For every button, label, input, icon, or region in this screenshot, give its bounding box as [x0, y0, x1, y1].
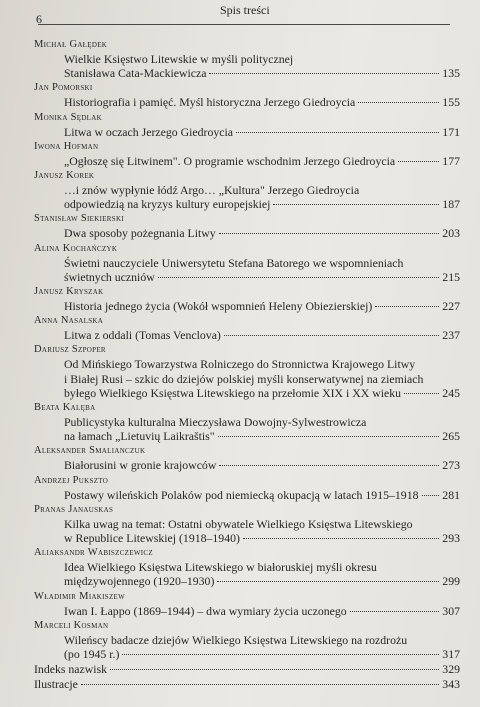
entry-title-text: Dwa sposoby pożegnania Litwy [64, 226, 216, 241]
entry-title-line [34, 386, 460, 400]
index-entry-label: Indeks nazwisk [34, 662, 108, 677]
entry-author: Anna Nasalska [34, 315, 104, 327]
toc-entry [34, 314, 460, 342]
entry-author: Dariusz Szpoper [34, 344, 106, 356]
entry-title-text: świetnych uczniów [64, 269, 155, 284]
dot-leader [110, 669, 439, 670]
dot-leader [350, 611, 440, 612]
entry-title-line [34, 429, 460, 443]
dot-leader [217, 581, 439, 582]
entry-page-number: 307 [442, 603, 460, 618]
entry-page-number: 215 [442, 269, 460, 284]
dot-leader [398, 161, 439, 162]
entry-title-line: Świetni nauczyciele Uniwersytetu Stefana Batorego we wspomnieniach [64, 255, 404, 270]
entry-title-text: na łamach „Lietuvių Laikraštis" [64, 429, 215, 444]
entry-page-number: 245 [442, 385, 460, 400]
toc-entry [34, 285, 460, 313]
entry-title-line [34, 488, 460, 502]
toc-entry [34, 212, 460, 240]
entry-page-number: 203 [442, 226, 460, 241]
toc-entry [34, 140, 460, 168]
dot-leader [404, 393, 439, 394]
page-header [30, 0, 450, 24]
entry-author: Beata Kalęba [34, 402, 96, 414]
entry-title-text: Stanisława Cata-Mackiewicza [64, 66, 207, 81]
dot-leader [219, 233, 440, 234]
entry-author: Jan Pomorski [34, 82, 93, 94]
entry-author: Alina Kochańczyk [34, 242, 118, 254]
dot-leader [81, 684, 439, 685]
entry-author: Janusz Korek [34, 170, 95, 182]
entry-title-line [34, 270, 460, 284]
entry-author: Aleksander Smalianczuk [34, 445, 146, 457]
toc-entry [34, 169, 460, 211]
entry-author: Iwona Hofman [34, 140, 99, 152]
entry-title-text: byłego Wielkiego Księstwa Litewskiego na przełomie XIX i XX wieku [64, 385, 402, 400]
entry-title-line [34, 328, 460, 342]
index-entry [34, 662, 460, 677]
entry-author: Monika Sędlak [34, 111, 102, 123]
entry-title-line [34, 604, 460, 618]
entry-title-line [34, 531, 460, 545]
entry-title-text: Historiografia i pamięć. Myśl historyczna Jerzego Giedroycia [64, 95, 356, 110]
entry-title-line [34, 647, 460, 661]
dot-leader [243, 538, 439, 539]
entry-page-number: 135 [442, 66, 460, 81]
entry-title-line [34, 226, 460, 240]
entry-author: Marceli Kosman [34, 619, 109, 631]
entry-title-text: „Ogłoszę się Litwinem". O programie wschodnim Jerzego Giedroycia [64, 153, 396, 168]
entry-title-text: Historia jednego życia (Wokół wspomnień Heleny Obiezierskiej) [64, 299, 373, 314]
entry-author: Stanisław Siekierski [34, 213, 124, 225]
entry-author: Michał Gałędek [34, 39, 108, 50]
table-of-contents [34, 38, 460, 691]
entry-title-line: Publicystyka kulturalna Mieczysława Dowojny-Sylwestrowicza [64, 415, 367, 430]
toc-entry [34, 343, 460, 400]
dot-leader [422, 495, 440, 496]
entry-title-text: odpowiedzią na kryzys kultury europejskiej [64, 197, 271, 212]
entry-title-line: Wileńscy badacze dziejów Wielkiego Księstwa Litewskiego na rozdrożu [64, 632, 408, 647]
page-number: 6 [36, 12, 42, 26]
entry-page-number: 227 [442, 299, 460, 314]
entry-title-text: Białorusini w gronie krajowców [64, 458, 217, 473]
entry-title-line: i Białej Rusi – szkic do dziejów polskiej myśli konserwatywnej na ziemiach [64, 371, 424, 386]
entry-title-line [34, 197, 460, 211]
entry-page-number: 265 [442, 429, 460, 444]
entry-title-line [34, 66, 460, 80]
entry-title-text: (po 1945 r.) [64, 647, 120, 662]
entry-title-text: Litwa w oczach Jerzego Giedroycia [64, 124, 234, 139]
entry-page-number: 177 [442, 153, 460, 168]
entry-author: Aliaksandr Wabiszczewicz [34, 547, 153, 559]
entry-page-number: 171 [442, 124, 460, 139]
toc-entry [34, 503, 460, 545]
entry-title-line: Kilka uwag na temat: Ostatni obywatele Wielkiego Księstwa Litewskiego [64, 516, 413, 531]
toc-entry [34, 81, 460, 109]
entry-title-line [34, 125, 460, 139]
entry-page-number: 281 [442, 487, 460, 502]
entry-author: Pranas Janauskas [34, 503, 114, 515]
entry-title-line: Idea Wielkiego Księstwa Litewskiego w białoruskiej myśli okresu [64, 560, 377, 575]
entry-page-number: 299 [442, 574, 460, 589]
entry-title-line: Wielkie Księstwo Litewskie w myśli politycznej [64, 52, 294, 66]
entry-author: Janusz Kryszak [34, 286, 104, 298]
toc-entry [34, 401, 460, 443]
entry-title-text: Litwa z oddali (Tomas Venclova) [64, 328, 221, 343]
entry-page-number: 155 [442, 95, 460, 110]
header-rule [38, 24, 450, 25]
toc-entry [34, 38, 460, 80]
dot-leader [158, 277, 440, 278]
entry-title-line [34, 574, 460, 588]
dot-leader [218, 436, 440, 437]
dot-leader [236, 132, 439, 133]
entry-title-text: międzywojennego (1920–1930) [64, 574, 215, 589]
dot-leader [219, 465, 439, 466]
toc-entry [34, 590, 460, 618]
dot-leader [273, 204, 439, 205]
entry-page-number: 187 [442, 197, 460, 212]
dot-leader [358, 102, 439, 103]
entry-title-line [34, 95, 460, 109]
entry-title-line: …i znów wypłynie łódź Argo… „Kultura" Jerzego Giedroycia [64, 183, 360, 198]
entry-page-number: 273 [442, 458, 460, 473]
entry-title-line: Od Mińskiego Towarzystwa Rolniczego do Stronnictwa Krajowego Litwy [64, 357, 416, 372]
entry-title-text: w Republice Litewskiej (1918–1940) [64, 531, 240, 546]
dot-leader [375, 306, 439, 307]
illustrations-entry-label: Ilustracje [34, 676, 78, 691]
dot-leader [209, 73, 439, 74]
toc-entry [34, 111, 460, 139]
dot-leader [224, 335, 439, 336]
entry-page-number: 317 [442, 647, 460, 662]
toc-entry [34, 619, 460, 661]
entry-title-line [34, 154, 460, 168]
entry-page-number: 293 [442, 531, 460, 546]
entry-title-line [34, 458, 460, 472]
illustrations-entry [34, 677, 460, 692]
toc-entry [34, 546, 460, 588]
index-entry-page-number: 329 [442, 662, 460, 677]
toc-entry [34, 474, 460, 502]
toc-entry [34, 444, 460, 472]
entry-title-line [34, 299, 460, 313]
entry-page-number: 237 [442, 328, 460, 343]
toc-entry [34, 242, 460, 284]
entry-title-text: Postawy wileńskich Polaków pod niemiecką okupacją w latach 1915–1918 [64, 487, 419, 502]
illustrations-entry-page-number: 343 [442, 676, 460, 691]
running-head: Spis treści [220, 3, 270, 17]
entry-author: Andrzej Pukszto [34, 474, 109, 486]
entry-title-text: Iwan I. Łappo (1869–1944) – dwa wymiary życia uczonego [64, 603, 347, 618]
dot-leader [122, 654, 439, 655]
entry-author: Władimir Miakiszew [34, 590, 126, 602]
